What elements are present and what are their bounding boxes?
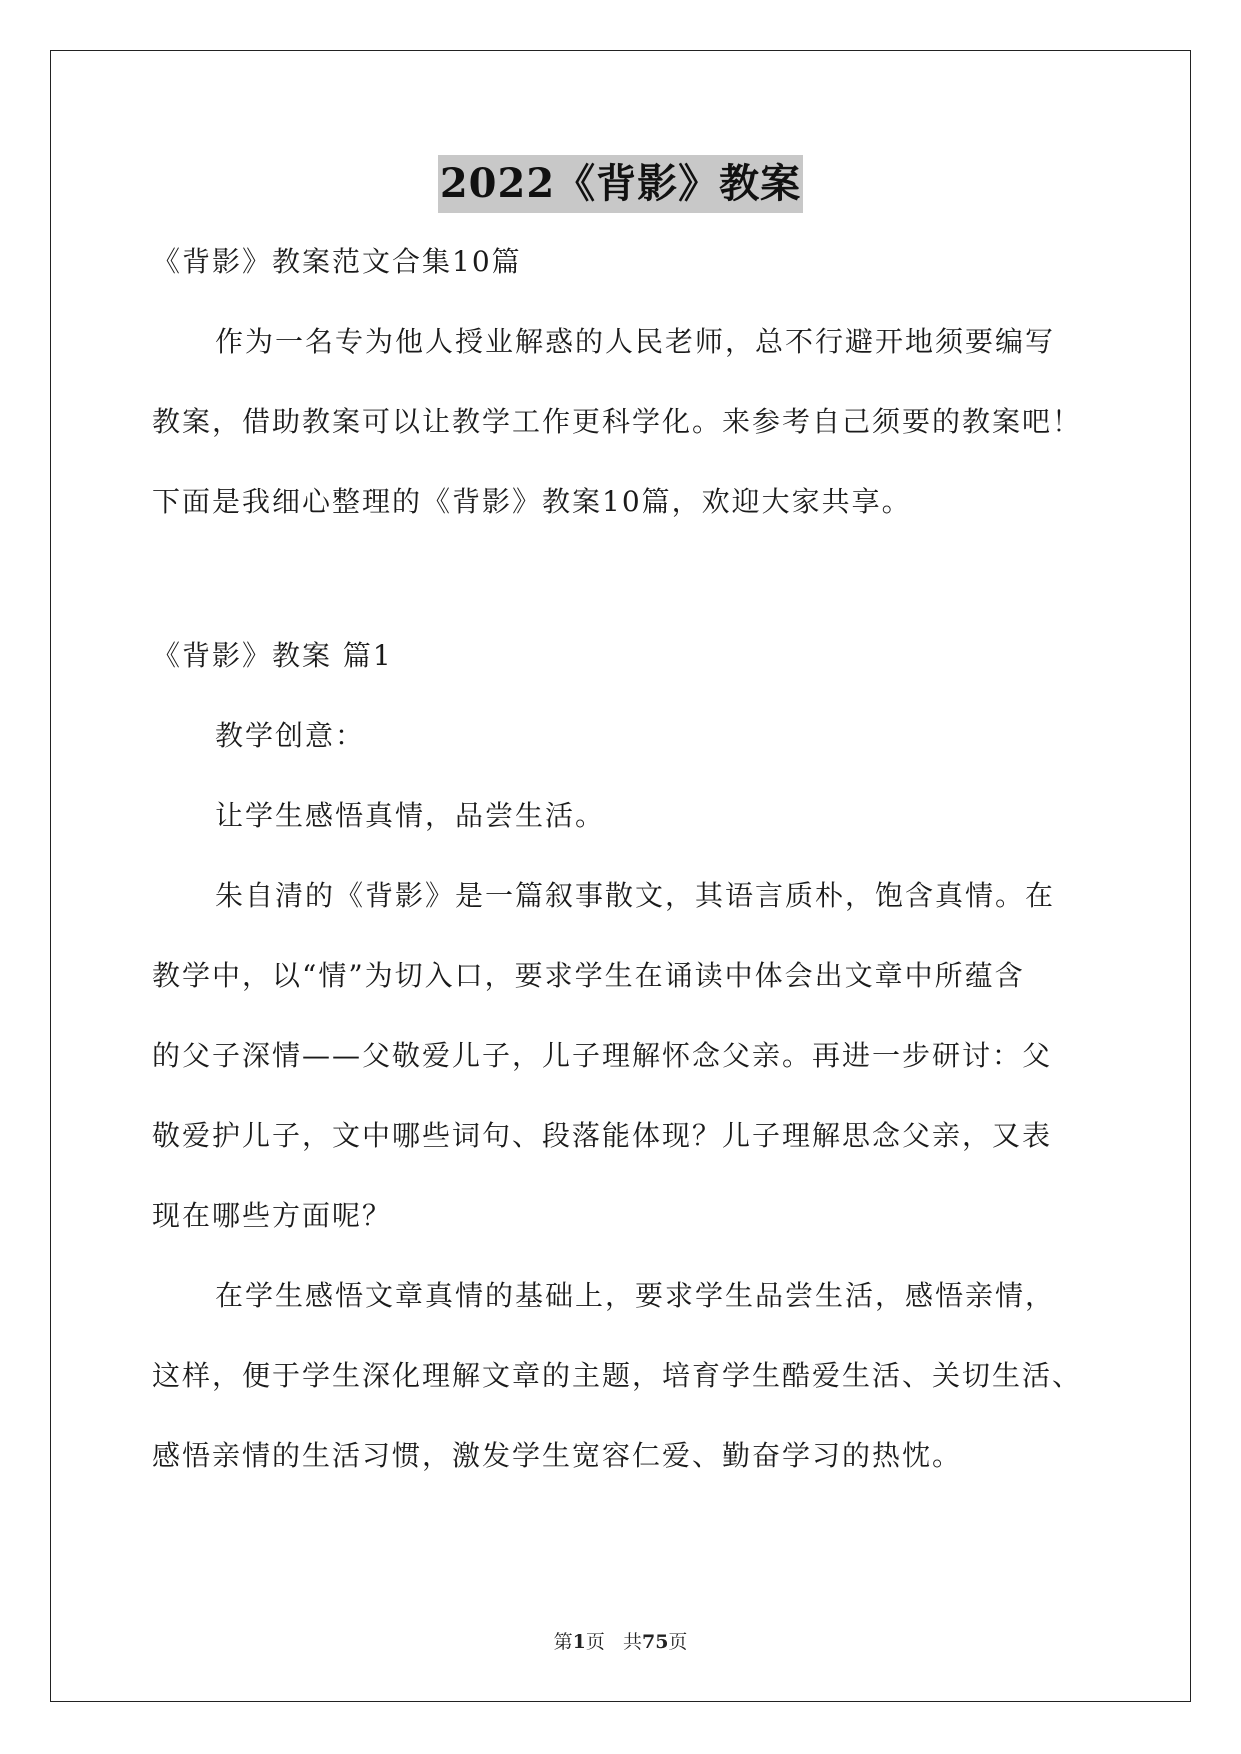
paragraph-line: 在学生感悟文章真情的基础上，要求学生品尝生活，感悟亲情， [215, 1279, 1056, 1312]
intro-line: 下面是我细心整理的《背影》教案10篇，欢迎大家共享。 [152, 485, 912, 518]
document-title: 2022《背影》教案 [438, 155, 803, 213]
paragraph-line: 这样，便于学生深化理解文章的主题，培育学生酷爱生活、关切生活、 [152, 1359, 1083, 1392]
paragraph-line: 敬爱护儿子，文中哪些词句、段落能体现？儿子理解思念父亲，又表 [152, 1119, 1053, 1152]
page-footer [0, 1627, 1241, 1654]
paragraph-line: 现在哪些方面呢？ [152, 1199, 393, 1232]
paragraph-line: 教学中，以“情”为切入口，要求学生在诵读中体会出文章中所蕴含 [152, 959, 1025, 992]
total-suffix: 页 [668, 1631, 688, 1653]
creative-label: 教学创意： [215, 719, 366, 752]
spacer [152, 542, 1112, 616]
section-heading: 《背影》教案 篇1 [152, 639, 393, 672]
subtitle: 《背影》教案范文合集10篇 [152, 245, 522, 278]
total-prefix: 共 [622, 1631, 642, 1653]
intro-line: 作为一名专为他人授业解惑的人民老师，总不行避开地须要编写 [215, 325, 1056, 358]
paragraph-line: 朱自清的《背影》是一篇叙事散文，其语言质朴，饱含真情。在 [215, 879, 1056, 912]
page-number: 1 [572, 1631, 586, 1653]
title-container [0, 155, 1241, 213]
intro-line: 教案，借助教案可以让教学工作更科学化。来参考自己须要的教案吧！ [152, 405, 1083, 438]
paragraph-line: 的父子深情——父敬爱儿子，儿子理解怀念父亲。再进一步研讨：父 [152, 1039, 1053, 1072]
document-body [152, 222, 1112, 1496]
page-prefix: 第 [553, 1631, 573, 1653]
creative-line: 让学生感悟真情，品尝生活。 [215, 799, 606, 832]
page-suffix: 页 [585, 1631, 605, 1653]
paragraph-line: 感悟亲情的生活习惯，激发学生宽容仁爱、勤奋学习的热忱。 [152, 1439, 963, 1472]
total-pages: 75 [641, 1631, 669, 1653]
